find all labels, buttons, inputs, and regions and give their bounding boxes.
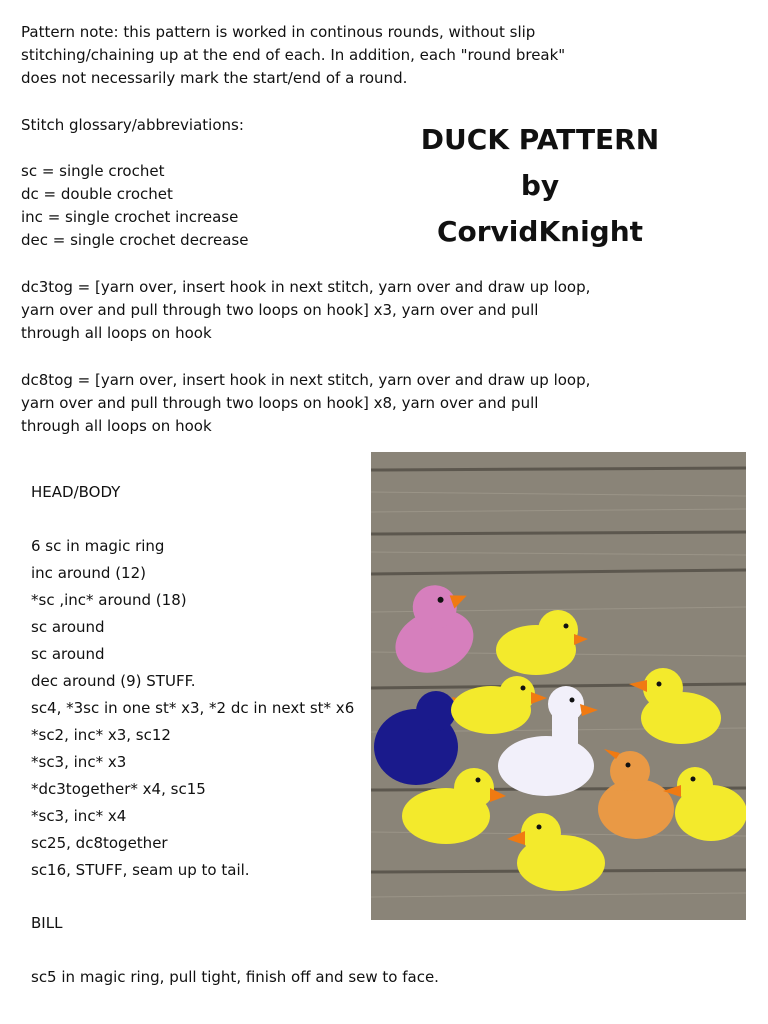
pattern-row: *sc3, inc* x4 xyxy=(31,807,127,825)
pattern-row: dec around (9) STUFF. xyxy=(31,672,196,690)
dc8tog-definition-line: dc8tog = [yarn over, insert hook in next stitch, yarn over and draw up loop, xyxy=(21,371,591,389)
pattern-row: sc4, *3sc in one st* x3, *2 dc in next st* x6 xyxy=(31,699,355,717)
pattern-row: *sc2, inc* x3, sc12 xyxy=(31,726,171,744)
pattern-note-line-3: does not necessarily mark the start/end of a round. xyxy=(21,69,408,87)
title-line-3: CorvidKnight xyxy=(436,215,644,248)
pattern-note-line-2: stitching/chaining up at the end of each. In addition, each "round break" xyxy=(21,46,566,64)
pattern-row: sc25, dc8together xyxy=(31,834,168,852)
title-line-2: by xyxy=(520,169,560,202)
ducks-illustration xyxy=(371,452,746,920)
bill-heading: BILL xyxy=(31,914,63,932)
bill-instruction: sc5 in magic ring, pull tight, finish off and sew to face. xyxy=(31,968,439,986)
glossary-term: dc = double crochet xyxy=(21,185,173,203)
pattern-row: *dc3together* x4, sc15 xyxy=(31,780,206,798)
dc8tog-definition-line: yarn over and pull through two loops on hook] x8, yarn over and pull xyxy=(21,394,539,412)
head-body-heading: HEAD/BODY xyxy=(31,483,121,501)
dc3tog-definition-line: yarn over and pull through two loops on hook] x3, yarn over and pull xyxy=(21,301,539,319)
pattern-row: *sc3, inc* x3 xyxy=(31,753,127,771)
dc8tog-definition-line: through all loops on hook xyxy=(21,417,212,435)
pattern-row: inc around (12) xyxy=(31,564,146,582)
title-line-1: DUCK PATTERN xyxy=(420,123,660,156)
glossary-term: sc = single crochet xyxy=(21,162,165,180)
pattern-row: sc16, STUFF, seam up to tail. xyxy=(31,861,250,879)
glossary-term: dec = single crochet decrease xyxy=(21,231,249,249)
glossary-heading: Stitch glossary/abbreviations: xyxy=(21,116,244,134)
pattern-note-line-1: Pattern note: this pattern is worked in continous rounds, without slip xyxy=(21,23,536,41)
pattern-title xyxy=(410,117,670,255)
dc3tog-definition-line: dc3tog = [yarn over, insert hook in next stitch, yarn over and draw up loop, xyxy=(21,278,591,296)
dc3tog-definition-line: through all loops on hook xyxy=(21,324,212,342)
pattern-row: sc around xyxy=(31,618,105,636)
glossary-term: inc = single crochet increase xyxy=(21,208,239,226)
pattern-row: *sc ,inc* around (18) xyxy=(31,591,187,609)
pattern-row: sc around xyxy=(31,645,105,663)
ducks-photo xyxy=(371,452,746,920)
pattern-row: 6 sc in magic ring xyxy=(31,537,165,555)
